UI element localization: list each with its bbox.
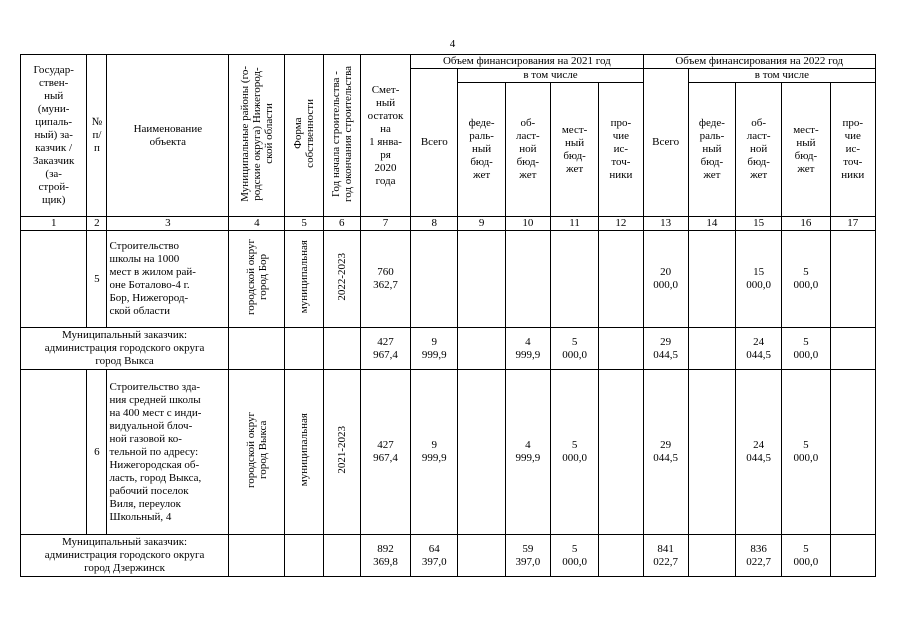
cell-other-2021 <box>599 231 643 328</box>
cell-district <box>229 535 285 577</box>
column-number: 3 <box>107 217 229 231</box>
ownership-text: муниципальная <box>298 240 311 314</box>
column-number: 17 <box>830 217 875 231</box>
cell-estimate: 427 967,4 <box>360 328 410 370</box>
header-regional-2022: об- ласт- ной бюд- жет <box>736 83 782 217</box>
column-number: 14 <box>688 217 735 231</box>
ownership-text: муниципальная <box>298 413 311 487</box>
table-row <box>21 231 876 328</box>
cell-ownership <box>285 328 323 370</box>
header-fin-2021: Объем финансирования на 2021 год <box>411 55 643 69</box>
header-incl-2022: в том числе <box>688 69 875 83</box>
column-number: 8 <box>411 217 458 231</box>
district-text: городской округ город Выкса <box>244 411 269 489</box>
cell-total-2021: 9 999,9 <box>411 328 458 370</box>
header-ownership: Форма собственности <box>292 99 317 168</box>
page-number: 4 <box>449 38 456 50</box>
cell-regional-2022: 24 044,5 <box>736 370 782 535</box>
summary-row <box>21 535 876 577</box>
cell-regional-2021: 59 397,0 <box>505 535 550 577</box>
cell-estimate: 892 369,8 <box>360 535 410 577</box>
cell-federal-2021 <box>458 535 505 577</box>
cell-federal-2022 <box>688 328 735 370</box>
column-number: 7 <box>360 217 410 231</box>
cell-regional-2021 <box>505 231 550 328</box>
column-number: 11 <box>550 217 598 231</box>
cell-federal-2021 <box>458 328 505 370</box>
summary-label-dzerzhinsk: Муниципальный заказчик: администрация городского округа город Дзержинск <box>21 535 229 577</box>
column-number: 12 <box>599 217 643 231</box>
cell-ownership <box>285 231 323 328</box>
cell-district <box>229 328 285 370</box>
cell-ownership <box>285 535 323 577</box>
cell-no: 6 <box>87 370 107 535</box>
column-number: 9 <box>458 217 505 231</box>
header-total-2021: Всего <box>411 69 458 217</box>
years-text: 2022-2023 <box>335 253 348 301</box>
header-local-2021: мест- ный бюд- жет <box>550 83 598 217</box>
cell-regional-2022: 15 000,0 <box>736 231 782 328</box>
cell-other-2021 <box>599 328 643 370</box>
summary-label-vyksa: Муниципальный заказчик: администрация городского округа город Выкса <box>21 328 229 370</box>
cell-total-2021: 64 397,0 <box>411 535 458 577</box>
header-incl-2021: в том числе <box>458 69 643 83</box>
cell-no: 5 <box>87 231 107 328</box>
years-text: 2021-2023 <box>335 426 348 474</box>
header-federal-2022: феде- раль- ный бюд- жет <box>688 83 735 217</box>
district-text: городской округ город Бор <box>244 238 269 316</box>
cell-local-2021: 5 000,0 <box>550 535 598 577</box>
financing-table <box>20 54 876 577</box>
cell-local-2021: 5 000,0 <box>550 370 598 535</box>
cell-local-2022: 5 000,0 <box>782 328 830 370</box>
column-number: 15 <box>736 217 782 231</box>
cell-estimate: 427 967,4 <box>360 370 410 535</box>
column-number: 13 <box>643 217 688 231</box>
cell-regional-2022: 24 044,5 <box>736 328 782 370</box>
cell-local-2022: 5 000,0 <box>782 231 830 328</box>
cell-local-2022: 5 000,0 <box>782 535 830 577</box>
cell-federal-2022 <box>688 231 735 328</box>
cell-local-2021: 5 000,0 <box>550 328 598 370</box>
column-number: 10 <box>505 217 550 231</box>
cell-federal-2022 <box>688 535 735 577</box>
table-row <box>21 370 876 535</box>
cell-total-2021: 9 999,9 <box>411 370 458 535</box>
column-number: 5 <box>285 217 323 231</box>
cell-other-2021 <box>599 370 643 535</box>
cell-years <box>323 328 360 370</box>
header-years: Год начала строительства - год окончания строительства <box>329 65 354 202</box>
header-object-name: Наименование объекта <box>107 55 229 217</box>
cell-customer <box>21 370 87 535</box>
cell-other-2022 <box>830 535 875 577</box>
cell-customer <box>21 231 87 328</box>
header-districts-cell <box>229 55 285 217</box>
summary-row <box>21 328 876 370</box>
cell-district <box>229 231 285 328</box>
header-customer: Государ- ствен- ный (муни- ципаль- ный) за- казчик / Заказчик (за- строй- щик) <box>21 55 87 217</box>
column-number: 1 <box>21 217 87 231</box>
header-total-2022: Всего <box>643 69 688 217</box>
cell-federal-2022 <box>688 370 735 535</box>
header-regional-2021: об- ласт- ной бюд- жет <box>505 83 550 217</box>
cell-federal-2021 <box>458 370 505 535</box>
cell-local-2022: 5 000,0 <box>782 370 830 535</box>
header-local-2022: мест- ный бюд- жет <box>782 83 830 217</box>
column-number: 16 <box>782 217 830 231</box>
header-other-2022: про- чие ис- точ- ники <box>830 83 875 217</box>
header-federal-2021: феде- раль- ный бюд- жет <box>458 83 505 217</box>
cell-total-2021 <box>411 231 458 328</box>
header-no: № п/ п <box>87 55 107 217</box>
cell-other-2022 <box>830 328 875 370</box>
column-number: 4 <box>229 217 285 231</box>
cell-ownership <box>285 370 323 535</box>
cell-local-2021 <box>550 231 598 328</box>
cell-estimate: 760 362,7 <box>360 231 410 328</box>
cell-other-2022 <box>830 231 875 328</box>
header-estimate: Смет- ный остаток на 1 янва- ря 2020 года <box>360 55 410 217</box>
cell-object-name: Строительство зда- ния средней школы на 400 мест с инди- видуальной блоч- ной газовой ко- тельной по адресу: Нижегородская об- ласть, город Выкса, рабочий поселок Виля, переулок Школьный, 4 <box>107 370 229 535</box>
cell-regional-2021: 4 999,9 <box>505 370 550 535</box>
cell-total-2022: 29 044,5 <box>643 370 688 535</box>
cell-years <box>323 370 360 535</box>
cell-total-2022: 29 044,5 <box>643 328 688 370</box>
cell-total-2022: 20 000,0 <box>643 231 688 328</box>
cell-district <box>229 370 285 535</box>
cell-other-2022 <box>830 370 875 535</box>
column-number: 6 <box>323 217 360 231</box>
header-districts: Муниципальные районы (го- родские округа) Нижегород- ской области <box>238 65 275 202</box>
header-fin-2022: Объем финансирования на 2022 год <box>643 55 875 69</box>
cell-regional-2022: 836 022,7 <box>736 535 782 577</box>
column-numbers-row <box>21 217 876 231</box>
cell-federal-2021 <box>458 231 505 328</box>
header-ownership-cell <box>285 55 323 217</box>
header-other-2021: про- чие ис- точ- ники <box>599 83 643 217</box>
cell-object-name: Строительство школы на 1000 мест в жилом рай- оне Боталово-4 г. Бор, Нижегород- ской области <box>107 231 229 328</box>
cell-years <box>323 535 360 577</box>
header-years-cell <box>323 55 360 217</box>
column-number: 2 <box>87 217 107 231</box>
cell-total-2022: 841 022,7 <box>643 535 688 577</box>
cell-regional-2021: 4 999,9 <box>505 328 550 370</box>
cell-years <box>323 231 360 328</box>
cell-other-2021 <box>599 535 643 577</box>
